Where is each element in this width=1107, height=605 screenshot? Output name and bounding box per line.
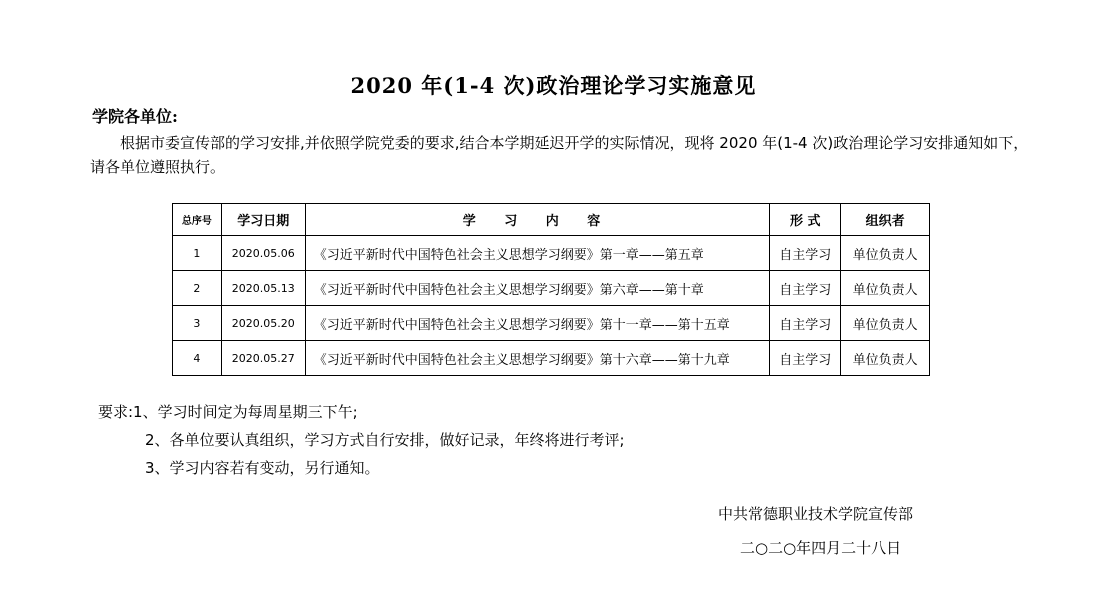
row-organizer: 单位负责人 — [841, 306, 930, 341]
row-study-date: 2020.05.06 — [221, 236, 305, 271]
row-study-date: 2020.05.27 — [221, 341, 305, 376]
row-study-content: 《习近平新时代中国特色社会主义思想学习纲要》第一章——第五章 — [305, 236, 770, 271]
row-study-content: 《习近平新时代中国特色社会主义思想学习纲要》第十六章——第十九章 — [305, 341, 770, 376]
table-row — [173, 341, 930, 376]
salutation: 学院各单位: — [92, 107, 178, 126]
row-form: 自主学习 — [770, 271, 841, 306]
table-row — [173, 236, 930, 271]
row-form: 自主学习 — [770, 236, 841, 271]
row-serial-number: 1 — [173, 236, 222, 271]
signature-organization: 中共常德职业技术学院宣传部 — [718, 505, 914, 523]
row-serial-number: 2 — [173, 271, 222, 306]
document-title: 2020 年(1-4 次)政治理论学习实施意见 — [350, 73, 757, 98]
row-organizer: 单位负责人 — [841, 271, 930, 306]
row-study-content: 《习近平新时代中国特色社会主义思想学习纲要》第十一章——第十五章 — [305, 306, 770, 341]
table-header-row — [173, 204, 930, 236]
row-study-date: 2020.05.20 — [221, 306, 305, 341]
row-form: 自主学习 — [770, 306, 841, 341]
row-organizer: 单位负责人 — [841, 341, 930, 376]
requirement-item: 要求:1、学习时间定为每周星期三下午; — [98, 403, 358, 421]
header-serial-number: 总序号 — [173, 204, 222, 236]
signature-date: 二○二○年四月二十八日 — [740, 539, 902, 557]
header-form: 形 式 — [770, 204, 841, 236]
row-organizer: 单位负责人 — [841, 236, 930, 271]
row-serial-number: 4 — [173, 341, 222, 376]
header-study-content: 学 习 内 容 — [305, 204, 770, 236]
header-study-date: 学习日期 — [221, 204, 305, 236]
requirement-item: 3、学习内容若有变动，另行通知。 — [145, 459, 380, 477]
requirements-list — [98, 398, 625, 482]
table-row — [173, 306, 930, 341]
row-study-date: 2020.05.13 — [221, 271, 305, 306]
row-form: 自主学习 — [770, 341, 841, 376]
intro-paragraph: 根据市委宣传部的学习安排,并依照学院党委的要求,结合本学期延迟开学的实际情况，现将 2020 年(1-4 次)政治理论学习安排通知如下，请各单位遵照执行。 — [90, 134, 1029, 176]
row-study-content: 《习近平新时代中国特色社会主义思想学习纲要》第六章——第十章 — [305, 271, 770, 306]
requirement-item: 2、各单位要认真组织，学习方式自行安排，做好记录，年终将进行考评; — [145, 431, 625, 449]
schedule-table — [172, 203, 930, 376]
row-serial-number: 3 — [173, 306, 222, 341]
table-row — [173, 271, 930, 306]
header-organizer: 组织者 — [841, 204, 930, 236]
